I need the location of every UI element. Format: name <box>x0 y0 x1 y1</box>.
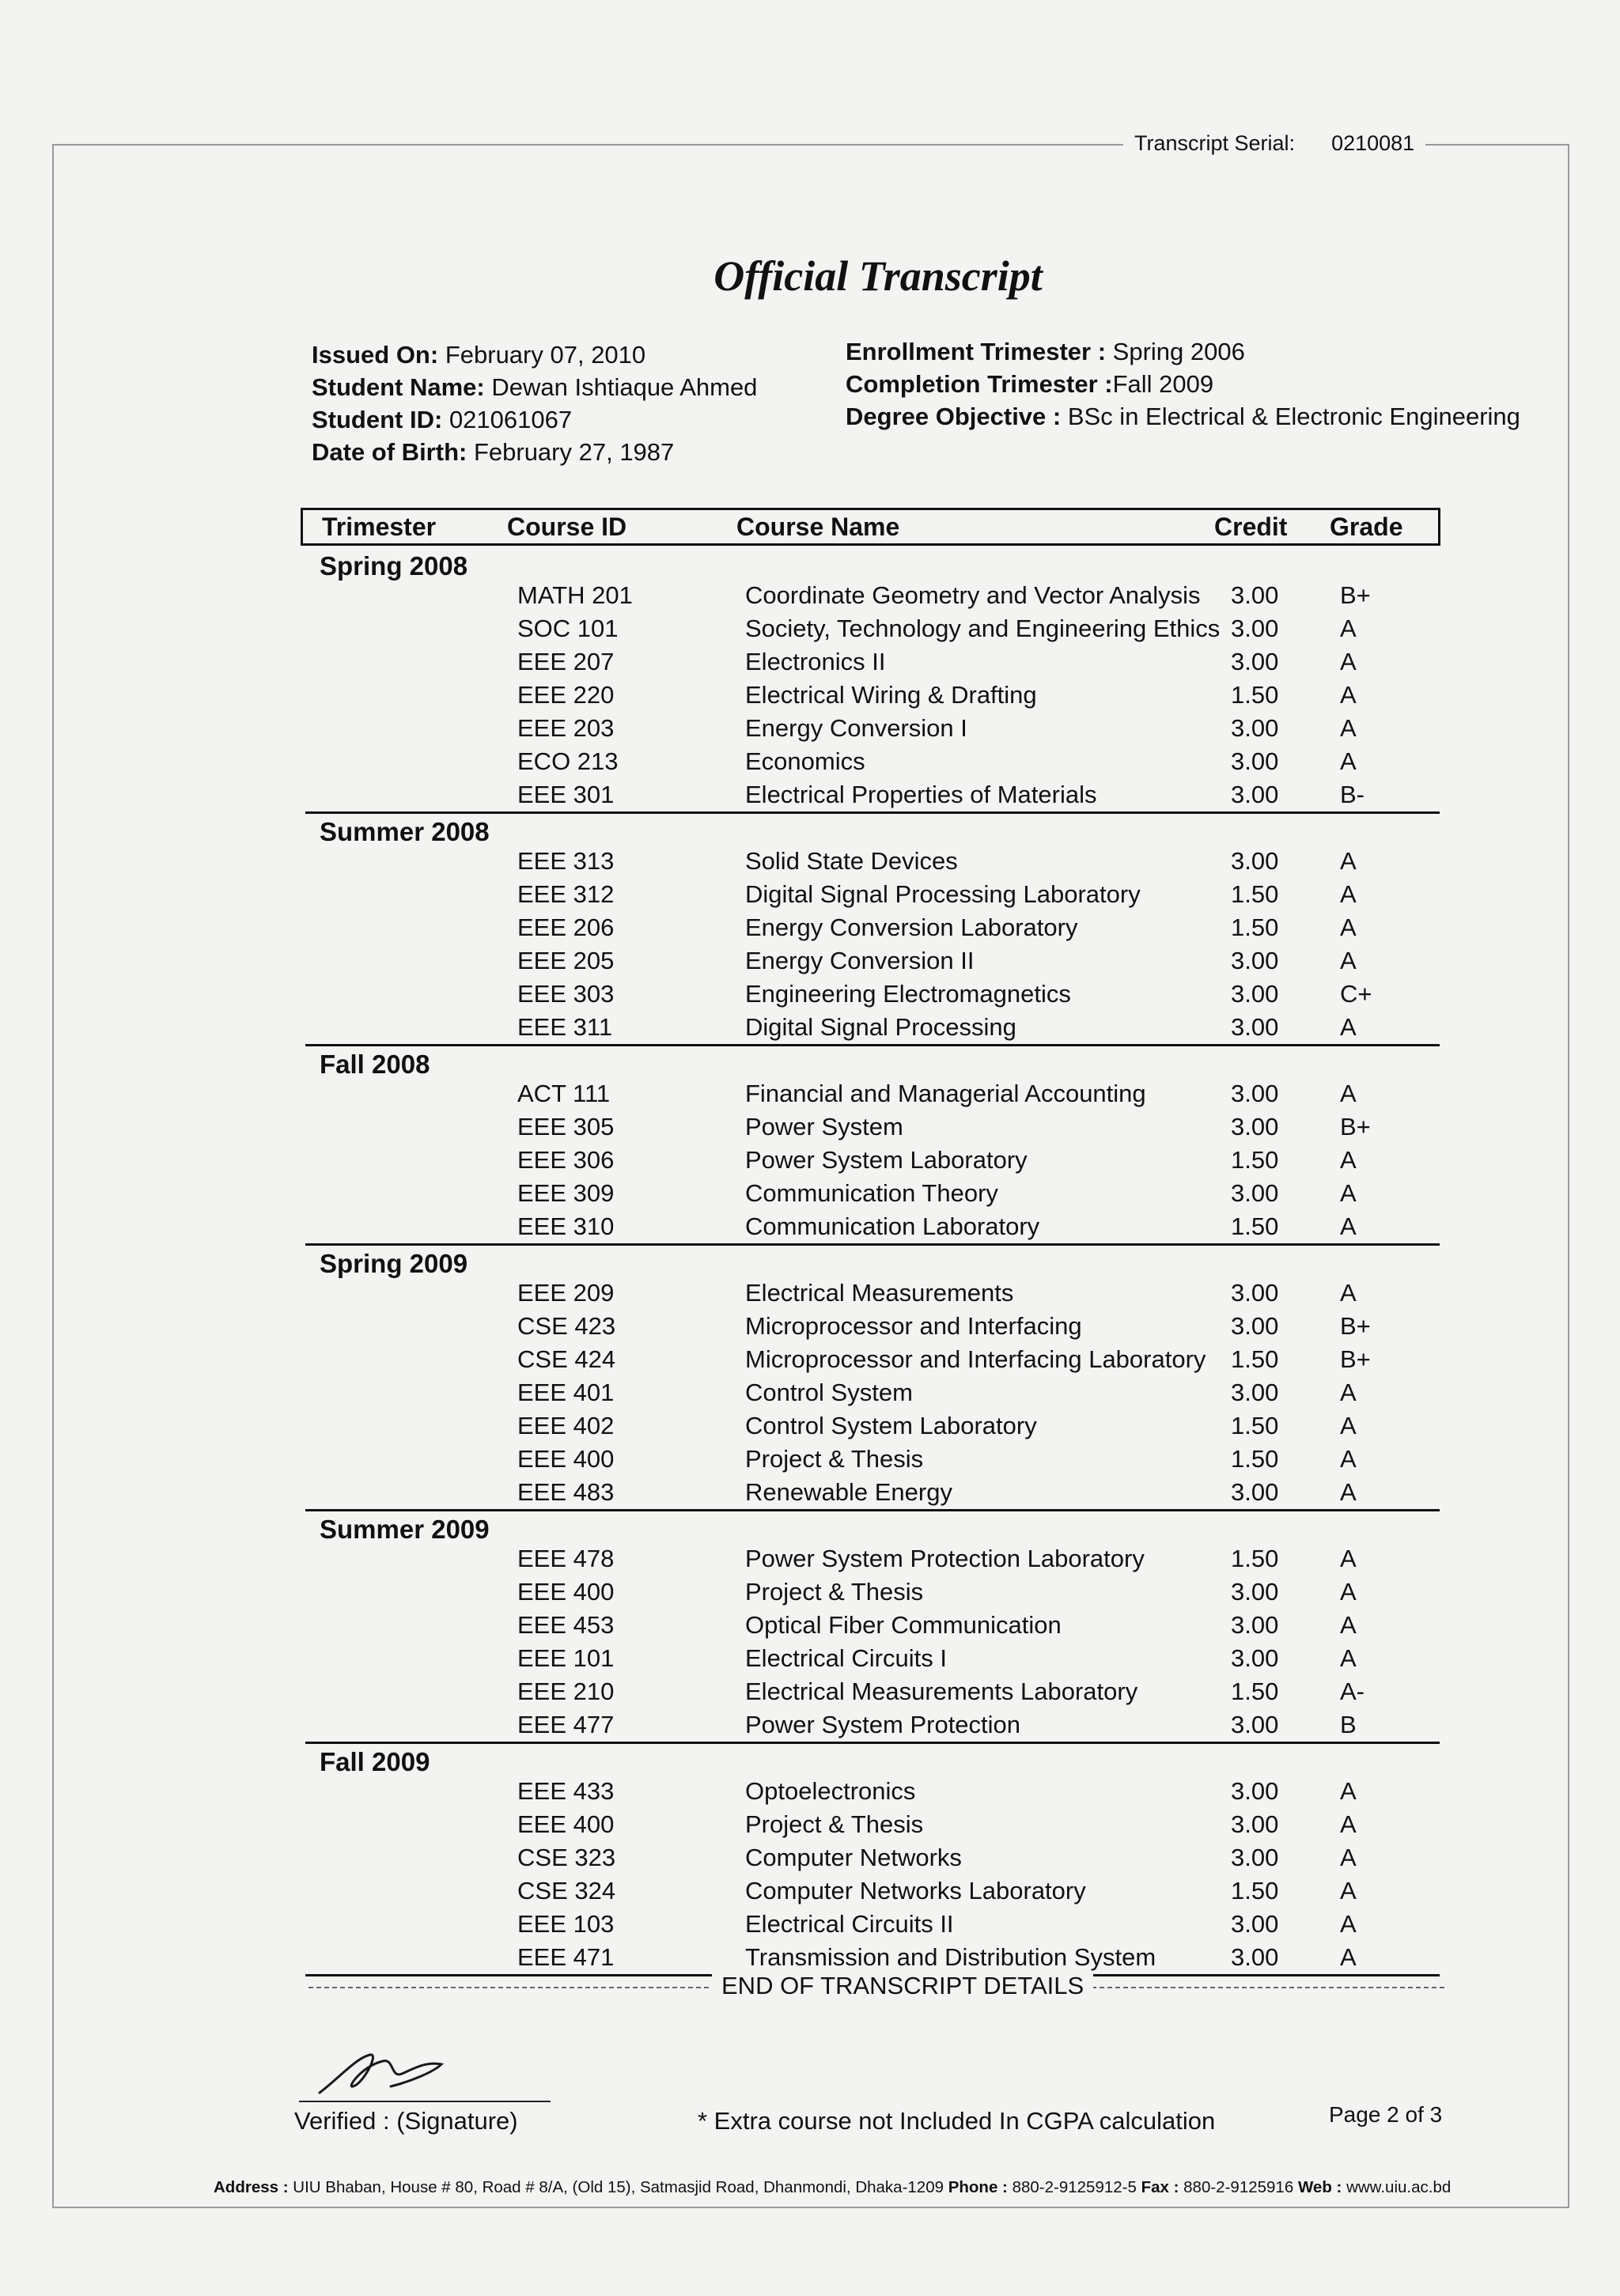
course-grade: A <box>1340 1080 1357 1107</box>
document-title: Official Transcript <box>713 252 1043 300</box>
course-id: EEE 306 <box>517 1146 615 1174</box>
course-grade: A <box>1340 1279 1357 1307</box>
course-id: EEE 400 <box>517 1578 615 1606</box>
course-id: ACT 111 <box>517 1080 611 1107</box>
semester-label: Summer 2009 <box>320 1515 490 1544</box>
course-name: Electrical Circuits I <box>745 1644 947 1672</box>
dob-label: Date of Birth: <box>312 438 467 466</box>
course-id: EEE 206 <box>517 913 615 941</box>
course-id: EEE 400 <box>517 1445 615 1473</box>
course-name: Control System Laboratory <box>745 1412 1037 1439</box>
course-name: Society, Technology and Engineering Ethics <box>745 615 1221 642</box>
course-credit: 3.00 <box>1231 1611 1279 1639</box>
course-name: Digital Signal Processing Laboratory <box>745 880 1141 908</box>
course-credit: 3.00 <box>1231 781 1279 808</box>
course-name: Communication Laboratory <box>745 1212 1040 1240</box>
course-grade: B <box>1340 1711 1357 1738</box>
program-info <box>846 335 1520 433</box>
course-credit: 3.00 <box>1231 980 1279 1008</box>
course-credit: 3.00 <box>1231 847 1279 875</box>
course-id: CSE 324 <box>517 1877 616 1905</box>
semester-label: Fall 2008 <box>320 1050 430 1079</box>
course-grade: C+ <box>1340 980 1372 1008</box>
course-id: SOC 101 <box>517 615 619 642</box>
course-grade: A <box>1340 947 1357 974</box>
course-grade: A <box>1340 1379 1357 1406</box>
course-credit: 3.00 <box>1231 1478 1279 1506</box>
course-credit: 1.50 <box>1231 913 1279 941</box>
course-name: Optical Fiber Communication <box>745 1611 1062 1639</box>
course-credit: 1.50 <box>1231 1877 1279 1905</box>
course-id: EEE 477 <box>517 1711 615 1738</box>
course-id: EEE 103 <box>517 1910 615 1938</box>
course-id: ECO 213 <box>517 747 619 775</box>
header-credit: Credit <box>1214 513 1288 541</box>
course-name: Project & Thesis <box>745 1810 924 1838</box>
course-name: Power System Protection <box>745 1711 1021 1738</box>
course-credit: 3.00 <box>1231 581 1279 609</box>
course-credit: 1.50 <box>1231 1545 1279 1572</box>
course-id: CSE 424 <box>517 1345 616 1373</box>
table-header <box>301 508 1440 546</box>
course-name: Energy Conversion I <box>745 714 967 742</box>
course-credit: 3.00 <box>1231 1279 1279 1307</box>
course-id: EEE 433 <box>517 1777 615 1805</box>
course-credit: 3.00 <box>1231 1943 1279 1971</box>
course-name: Project & Thesis <box>745 1445 924 1473</box>
fax-label: Fax : <box>1141 2178 1179 2196</box>
course-grade: A <box>1340 615 1357 642</box>
web-value: www.uiu.ac.bd <box>1346 2178 1452 2196</box>
course-id: EEE 483 <box>517 1478 615 1506</box>
issued-on-label: Issued On: <box>312 341 439 369</box>
course-credit: 1.50 <box>1231 1412 1279 1439</box>
end-of-transcript: END OF TRANSCRIPT DETAILS <box>712 1972 1093 2000</box>
enrollment-value: Spring 2006 <box>1112 338 1245 365</box>
course-id: EEE 205 <box>517 947 615 974</box>
course-name: Power System Laboratory <box>745 1146 1028 1174</box>
signature-line <box>299 2101 551 2102</box>
transcript-serial <box>1123 131 1425 156</box>
course-grade: A <box>1340 1611 1357 1639</box>
course-id: EEE 311 <box>517 1013 613 1041</box>
phone-label: Phone : <box>948 2178 1008 2196</box>
course-name: Solid State Devices <box>745 847 958 875</box>
course-credit: 1.50 <box>1231 681 1279 709</box>
serial-label: Transcript Serial: <box>1134 131 1296 155</box>
address-value: UIU Bhaban, House # 80, Road # 8/A, (Old 15), Satmasjid Road, Dhanmondi, Dhaka-1209 <box>293 2178 944 2196</box>
header-course-name: Course Name <box>736 513 900 541</box>
course-grade: A <box>1340 1644 1357 1672</box>
course-grade: A <box>1340 1910 1357 1938</box>
course-credit: 3.00 <box>1231 1113 1279 1140</box>
course-id: EEE 471 <box>517 1943 615 1971</box>
course-id: EEE 310 <box>517 1212 615 1240</box>
enrollment-label: Enrollment Trimester : <box>846 338 1107 365</box>
degree-label: Degree Objective : <box>846 403 1062 430</box>
student-info <box>312 339 757 468</box>
course-credit: 3.00 <box>1231 1777 1279 1805</box>
serial-value: 0210081 <box>1331 131 1415 155</box>
course-name: Electrical Measurements <box>745 1279 1014 1307</box>
course-grade: A <box>1340 1844 1357 1871</box>
course-credit: 3.00 <box>1231 947 1279 974</box>
completion-value: Fall 2009 <box>1112 370 1214 398</box>
course-grade: A <box>1340 681 1357 709</box>
student-id-value: 021061067 <box>449 406 573 433</box>
course-name: Coordinate Geometry and Vector Analysis <box>745 581 1201 609</box>
course-id: EEE 303 <box>517 980 615 1008</box>
phone-value: 880-2-9125912-5 <box>1012 2178 1137 2196</box>
course-grade: A <box>1340 913 1357 941</box>
semester-label: Spring 2008 <box>320 551 468 581</box>
header-course-id: Course ID <box>507 513 627 541</box>
course-name: Financial and Managerial Accounting <box>745 1080 1146 1107</box>
course-grade: A <box>1340 747 1357 775</box>
course-credit: 1.50 <box>1231 1678 1279 1705</box>
course-grade: A <box>1340 1877 1357 1905</box>
course-credit: 3.00 <box>1231 1844 1279 1871</box>
course-credit: 3.00 <box>1231 1810 1279 1838</box>
semester-divider <box>305 811 1440 814</box>
course-credit: 3.00 <box>1231 1312 1279 1340</box>
course-grade: A <box>1340 1179 1357 1207</box>
student-name-value: Dewan Ishtiaque Ahmed <box>491 373 758 401</box>
course-id: EEE 203 <box>517 714 615 742</box>
address-label: Address : <box>214 2178 289 2196</box>
course-id: EEE 210 <box>517 1678 615 1705</box>
course-grade: B+ <box>1340 1312 1371 1340</box>
course-name: Electrical Measurements Laboratory <box>745 1678 1138 1705</box>
course-id: EEE 301 <box>517 781 615 808</box>
course-credit: 3.00 <box>1231 615 1279 642</box>
course-id: EEE 220 <box>517 681 615 709</box>
course-credit: 3.00 <box>1231 747 1279 775</box>
course-id: EEE 305 <box>517 1113 615 1140</box>
course-credit: 3.00 <box>1231 1013 1279 1041</box>
course-id: CSE 423 <box>517 1312 616 1340</box>
cgpa-footnote: * Extra course not Included In CGPA calculation <box>698 2107 1216 2135</box>
course-credit: 3.00 <box>1231 1179 1279 1207</box>
course-credit: 3.00 <box>1231 714 1279 742</box>
header-grade: Grade <box>1330 513 1403 541</box>
course-grade: A <box>1340 847 1357 875</box>
course-credit: 1.50 <box>1231 1345 1279 1373</box>
course-grade: A <box>1340 1412 1357 1439</box>
course-id: MATH 201 <box>517 581 633 609</box>
course-id: EEE 478 <box>517 1545 615 1572</box>
course-grade: A <box>1340 1013 1357 1041</box>
issued-on-value: February 07, 2010 <box>445 341 646 369</box>
course-grade: A <box>1340 1810 1357 1838</box>
semester-label: Summer 2008 <box>320 817 490 846</box>
semester-divider <box>305 1243 1440 1246</box>
course-credit: 1.50 <box>1231 1212 1279 1240</box>
course-grade: B+ <box>1340 581 1371 609</box>
course-grade: A <box>1340 1146 1357 1174</box>
page-number: Page 2 of 3 <box>1329 2102 1443 2127</box>
course-id: EEE 207 <box>517 648 615 675</box>
course-credit: 3.00 <box>1231 1910 1279 1938</box>
course-grade: A <box>1340 1212 1357 1240</box>
course-id: EEE 209 <box>517 1279 615 1307</box>
header-trimester: Trimester <box>322 513 437 541</box>
semester-label: Fall 2009 <box>320 1747 430 1776</box>
course-id: CSE 323 <box>517 1844 616 1871</box>
course-name: Economics <box>745 747 865 775</box>
course-id: EEE 312 <box>517 880 615 908</box>
course-id: EEE 402 <box>517 1412 615 1439</box>
course-name: Power System <box>745 1113 903 1140</box>
course-name: Energy Conversion II <box>745 947 975 974</box>
course-grade: A <box>1340 1545 1357 1572</box>
course-id: EEE 309 <box>517 1179 615 1207</box>
course-credit: 3.00 <box>1231 1379 1279 1406</box>
course-credit: 3.00 <box>1231 1080 1279 1107</box>
course-id: EEE 400 <box>517 1810 615 1838</box>
course-name: Microprocessor and Interfacing Laboratory <box>745 1345 1206 1373</box>
course-name: Communication Theory <box>745 1179 998 1207</box>
course-id: EEE 453 <box>517 1611 615 1639</box>
course-grade: A- <box>1340 1678 1365 1705</box>
course-name: Electrical Properties of Materials <box>745 781 1097 808</box>
course-grade: A <box>1340 1777 1357 1805</box>
course-grade: A <box>1340 1478 1357 1506</box>
course-id: EEE 313 <box>517 847 615 875</box>
semester-divider <box>305 1044 1440 1046</box>
course-grade: B- <box>1340 781 1365 808</box>
course-name: Engineering Electromagnetics <box>745 980 1071 1008</box>
course-credit: 3.00 <box>1231 1644 1279 1672</box>
semester-label: Spring 2009 <box>320 1249 468 1278</box>
fax-value: 880-2-9125916 <box>1183 2178 1294 2196</box>
course-grade: A <box>1340 1578 1357 1606</box>
course-credit: 1.50 <box>1231 1146 1279 1174</box>
course-name: Computer Networks <box>745 1844 962 1871</box>
course-name: Computer Networks Laboratory <box>745 1877 1086 1905</box>
web-label: Web : <box>1297 2178 1342 2196</box>
course-id: EEE 401 <box>517 1379 615 1406</box>
semester-divider <box>305 1742 1440 1744</box>
course-name: Optoelectronics <box>745 1777 916 1805</box>
course-name: Power System Protection Laboratory <box>745 1545 1145 1572</box>
course-credit: 3.00 <box>1231 648 1279 675</box>
course-name: Digital Signal Processing <box>745 1013 1016 1041</box>
completion-label: Completion Trimester : <box>846 370 1113 398</box>
course-credit: 3.00 <box>1231 1711 1279 1738</box>
semester-divider <box>305 1509 1440 1511</box>
course-grade: A <box>1340 1943 1357 1971</box>
course-grade: A <box>1340 1445 1357 1473</box>
course-name: Microprocessor and Interfacing <box>745 1312 1082 1340</box>
course-name: Electronics II <box>745 648 886 675</box>
course-grade: A <box>1340 648 1357 675</box>
dob-value: February 27, 1987 <box>473 438 675 466</box>
course-credit: 3.00 <box>1231 1578 1279 1606</box>
signature-mark <box>315 2047 449 2099</box>
degree-value: BSc in Electrical & Electronic Engineering <box>1067 403 1520 430</box>
course-grade: A <box>1340 880 1357 908</box>
course-credit: 1.50 <box>1231 1445 1279 1473</box>
course-credit: 1.50 <box>1231 880 1279 908</box>
course-name: Control System <box>745 1379 913 1406</box>
verified-signature-label: Verified : (Signature) <box>294 2107 518 2135</box>
course-name: Renewable Energy <box>745 1478 952 1506</box>
course-id: EEE 101 <box>517 1644 615 1672</box>
course-grade: A <box>1340 714 1357 742</box>
course-name: Transmission and Distribution System <box>745 1943 1156 1971</box>
course-grade: B+ <box>1340 1113 1371 1140</box>
student-name-label: Student Name: <box>312 373 485 401</box>
course-name: Energy Conversion Laboratory <box>745 913 1078 941</box>
course-name: Project & Thesis <box>745 1578 924 1606</box>
student-id-label: Student ID: <box>312 406 443 433</box>
institution-address <box>214 2178 1451 2197</box>
course-name: Electrical Circuits II <box>745 1910 954 1938</box>
course-grade: B+ <box>1340 1345 1371 1373</box>
course-name: Electrical Wiring & Drafting <box>745 681 1037 709</box>
